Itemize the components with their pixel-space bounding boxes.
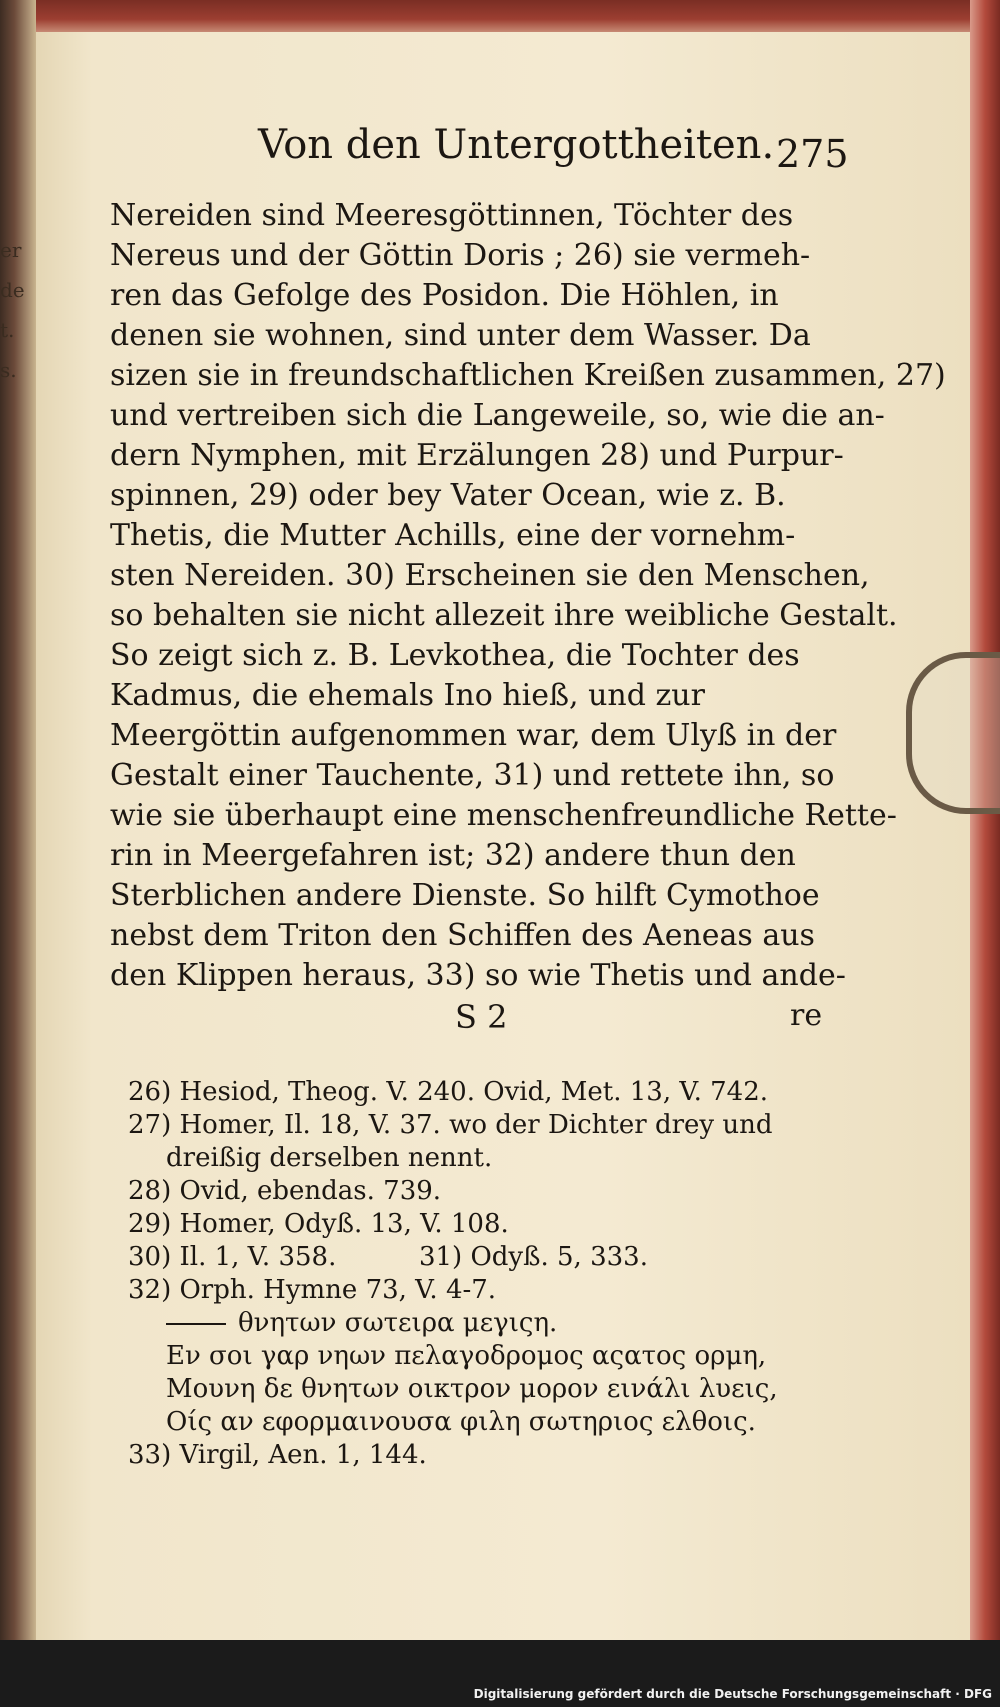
- greek-quote-line: Οίς αν εφορμαινουσα φιλη σωτηριος ελθοις.: [166, 1407, 756, 1437]
- text-line: so behalten sie nicht allezeit ihre weibliche Gestalt.: [110, 598, 898, 633]
- page-number: 275: [776, 132, 849, 176]
- text-line: Gestalt einer Tauchente, 31) und rettete ihn, so: [110, 758, 835, 793]
- greek-quote-line: Εν σοι γαρ νηων πελαγοδρομος αςατος ορμη,: [166, 1341, 767, 1371]
- catchword: re: [790, 998, 823, 1033]
- signature-mark: S 2: [455, 998, 508, 1036]
- text-line: nebst dem Triton den Schiffen des Aeneas aus: [110, 918, 815, 953]
- margin-fragment: er: [0, 238, 22, 262]
- footnote-line: 30) Il. 1, V. 358. 31) Odyß. 5, 333.: [128, 1242, 648, 1272]
- greek-quote-line: [128, 1307, 778, 1340]
- page-fore-edge: [970, 0, 1000, 1640]
- text-line: dern Nymphen, mit Erzälungen 28) und Purpur-: [110, 438, 844, 473]
- text-line: Sterblichen andere Dienste. So hilft Cymothoe: [110, 878, 820, 913]
- text-line: denen sie wohnen, sind unter dem Wasser. Da: [110, 318, 811, 353]
- text-line: und vertreiben sich die Langeweile, so, wie die an-: [110, 398, 885, 433]
- footnote-line: 32) Orph. Hymne 73, V. 4-7.: [128, 1275, 497, 1305]
- footnote-line: 27) Homer, Il. 18, V. 37. wo der Dichter drey und: [128, 1110, 773, 1140]
- footnote-line: 26) Hesiod, Theog. V. 240. Ovid, Met. 13, V. 742.: [128, 1077, 768, 1107]
- text-line: Nereus und der Göttin Doris ; 26) sie vermeh-: [110, 238, 811, 273]
- greek-quote-line: Μουνη δε θνητων οικτρον μορον εινάλι λυεις,: [166, 1374, 778, 1404]
- footnote-line: 33) Virgil, Aen. 1, 144.: [128, 1440, 427, 1470]
- main-text: [110, 196, 946, 996]
- scan-footer-bar: [0, 1640, 1000, 1707]
- text-line: Kadmus, die ehemals Ino hieß, und zur: [110, 678, 705, 713]
- text-line: Meergöttin aufgenommen war, dem Ulyß in der: [110, 718, 837, 753]
- text-line: ren das Gefolge des Posidon. Die Höhlen, in: [110, 278, 779, 313]
- footnotes: [128, 1076, 778, 1472]
- footnote-line: dreißig derselben nennt.: [166, 1143, 493, 1173]
- text-line: Thetis, die Mutter Achills, eine der vornehm-: [110, 518, 796, 553]
- dash-rule: [166, 1323, 226, 1325]
- text-line: sten Nereiden. 30) Erscheinen sie den Menschen,: [110, 558, 870, 593]
- previous-page-margin: [0, 230, 34, 390]
- text-line: spinnen, 29) oder bey Vater Ocean, wie z. B.: [110, 478, 786, 513]
- book-top-edge: [0, 0, 1000, 32]
- text-line: rin in Meergefahren ist; 32) andere thun den: [110, 838, 796, 873]
- margin-fragment: de: [0, 278, 25, 302]
- text-line: den Klippen heraus, 33) so wie Thetis und ande-: [110, 958, 846, 993]
- text-line: So zeigt sich z. B. Levkothea, die Tochter des: [110, 638, 800, 673]
- footnote-line: 28) Ovid, ebendas. 739.: [128, 1176, 442, 1206]
- greek-quote-text: θνητων σωτειρα μεγιςη.: [238, 1308, 558, 1338]
- margin-fragment: s.: [0, 358, 17, 382]
- text-line: Nereiden sind Meeresgöttinnen, Töchter des: [110, 198, 794, 233]
- digitization-credit: Digitalisierung gefördert durch die Deutsche Forschungsgemeinschaft · DFG: [473, 1687, 992, 1701]
- text-line: wie sie überhaupt eine menschenfreundliche Rette-: [110, 798, 897, 833]
- text-line: sizen sie in freundschaftlichen Kreißen zusammen, 27): [110, 358, 946, 393]
- running-title: Von den Untergottheiten.: [258, 122, 775, 168]
- margin-fragment: t.: [0, 318, 15, 342]
- footnote-line: 29) Homer, Odyß. 13, V. 108.: [128, 1209, 509, 1239]
